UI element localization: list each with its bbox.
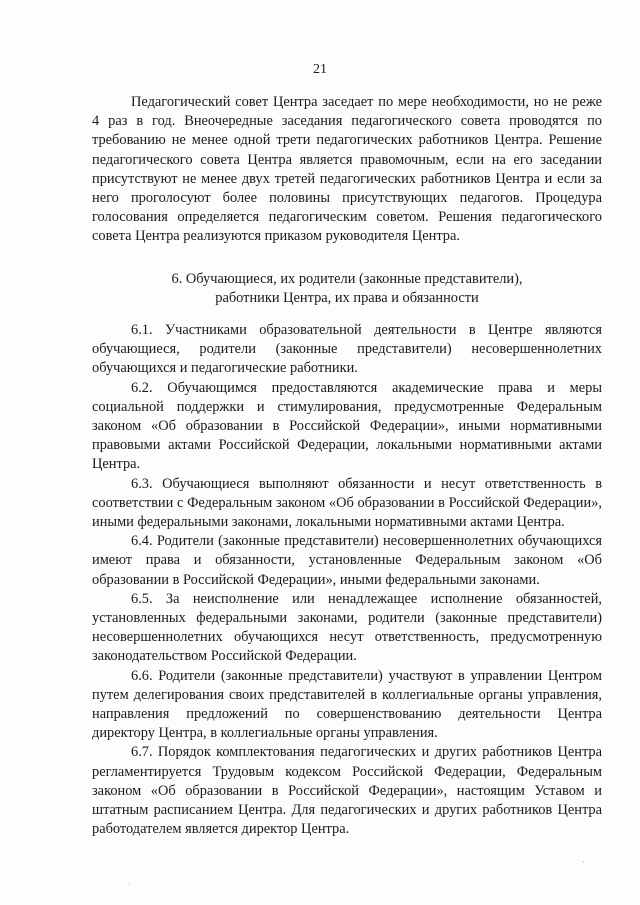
section-heading-line-1: 6. Обучающиеся, их родители (законные представители), xyxy=(171,271,523,287)
item-6-3: 6.3. Обучающиеся выполняют обязанности и несут ответственность в соответствии с Федеральным законом «Об образовании в Российской Федерации», иными федеральными законами, локальными нормативными актами Центра. xyxy=(92,475,602,531)
item-6-7: 6.7. Порядок комплектования педагогических и других работников Центра регламентируется Трудовым кодексом Российской Федерации, Федеральным законом «Об образовании в Российской Федерации», настоящим Уставом и штатным расписанием Центра. Для педагогических и других работников Центра работодателем является директор Центра. xyxy=(92,744,602,838)
item-6-5: 6.5. За неисполнение или ненадлежащее исполнение обязанностей, установленных федеральными законами, родители (законные представители) несовершеннолетних обучающихся несут ответственность, предусмотренную законодательством Российской Федерации. xyxy=(92,590,602,665)
item-6-4: 6.4. Родители (законные представители) несовершеннолетних обучающихся имеют права и обязанности, установленные Федеральным законом «Об образовании в Российской Федерации», иными федеральными законами. xyxy=(92,533,602,588)
section-items xyxy=(92,321,602,839)
intro-section xyxy=(92,93,602,247)
item-6-1: 6.1. Участниками образовательной деятельности в Центре являются обучающиеся, родители (законные представители) несовершеннолетних обучающихся и педагогические работники. xyxy=(92,322,602,377)
scan-dot-mark: · xyxy=(582,858,585,867)
item-6-2: 6.2. Обучающимся предоставляются академические права и меры социальной поддержки и стимулирования, предусмотренные Федеральным законом «Об образовании в Российской Федерации», иными нормативными правовыми актами Российской Федерации, локальными нормативными актами Центра. xyxy=(92,379,602,473)
scan-dot-mark: · xyxy=(128,880,131,889)
page-number: 21 xyxy=(313,62,327,77)
item-6-6: 6.6. Родители (законные представители) участвуют в управлении Центром путем делегирования своих представителей в коллегиальные органы управления, направления предложений по совершенствованию деятельности Центра директору Центра, в коллегиальные органы управления. xyxy=(92,667,602,742)
section-heading-line-2: работники Центра, их права и обязанности xyxy=(215,290,479,307)
section-heading xyxy=(92,270,602,308)
intro-paragraph: Педагогический совет Центра заседает по мере необходимости, но не реже 4 раз в год. Внеочередные заседания педагогического совета проводятся по требованию не менее одной трети педагогических работников Центра. Решение педагогического совета Центра является правомочным, если на его заседании присутствуют не менее двух третей педагогических работников Центра и если за него проголосуют более половины присутствующих педагогов. Процедура голосования определяется педагогическим советом. Решения педагогического совета Центра реализуются приказом руководителя Центра. xyxy=(92,94,602,245)
